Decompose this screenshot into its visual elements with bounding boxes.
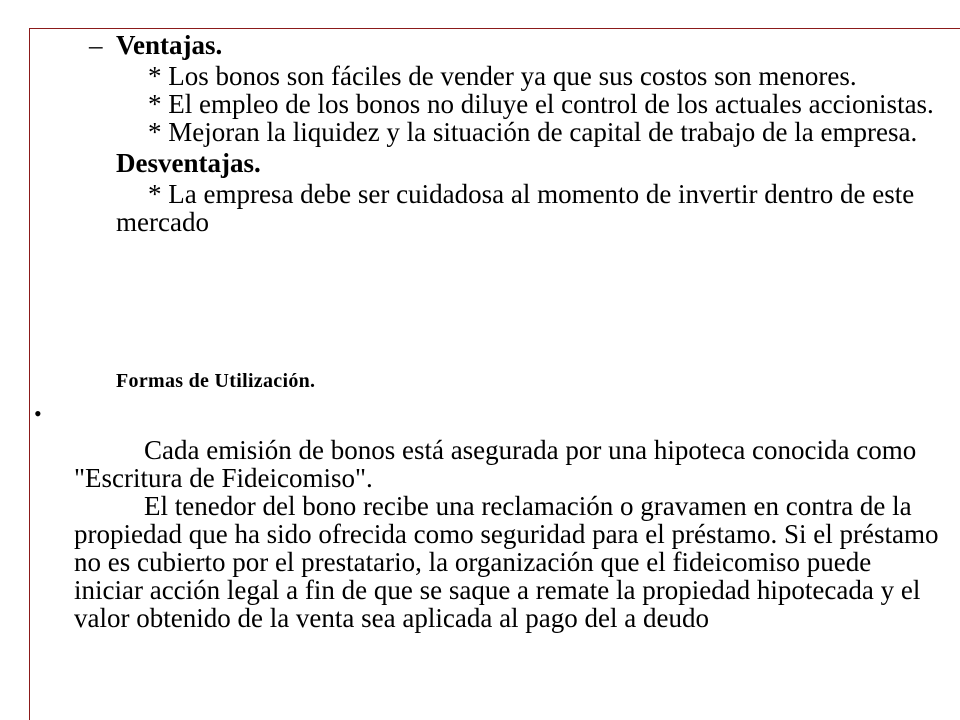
ventajas-heading: Ventajas. [116, 30, 223, 60]
fideicomiso-block [74, 436, 946, 632]
frame-left-border [29, 28, 30, 720]
desventajas-heading: Desventajas. [116, 148, 261, 178]
ventajas-item: * Los bonos son fáciles de vender ya que sus costos son menores. [148, 61, 857, 91]
ventajas-desventajas-block [116, 28, 946, 236]
dash-bullet: – [89, 30, 103, 60]
fideicomiso-paragraph: El tenedor del bono recibe una reclamación o gravamen en contra de la propiedad que ha sido ofrecida como seguridad para el préstamo. Si el préstamo no es cubierto por el prestatario, la organización que el fideicomiso puede iniciar acción legal a fin de que se saque a remate la propiedad hipotecada y el valor obtenido de la venta sea aplicada al pago del a deudo [74, 491, 939, 633]
bullet-dot: • [34, 401, 42, 426]
fideicomiso-paragraph: Cada emisión de bonos está asegurada por una hipoteca conocida como "Escritura de Fideicomiso". [74, 435, 917, 493]
formas-heading: Formas de Utilización. [116, 370, 316, 392]
ventajas-item: * Mejoran la liquidez y la situación de capital de trabajo de la empresa. [148, 117, 918, 147]
ventajas-item: * El empleo de los bonos no diluye el control de los actuales accionistas. [148, 89, 934, 119]
desventajas-item: * La empresa debe ser cuidadosa al momento de invertir dentro de este mercado [116, 179, 915, 237]
